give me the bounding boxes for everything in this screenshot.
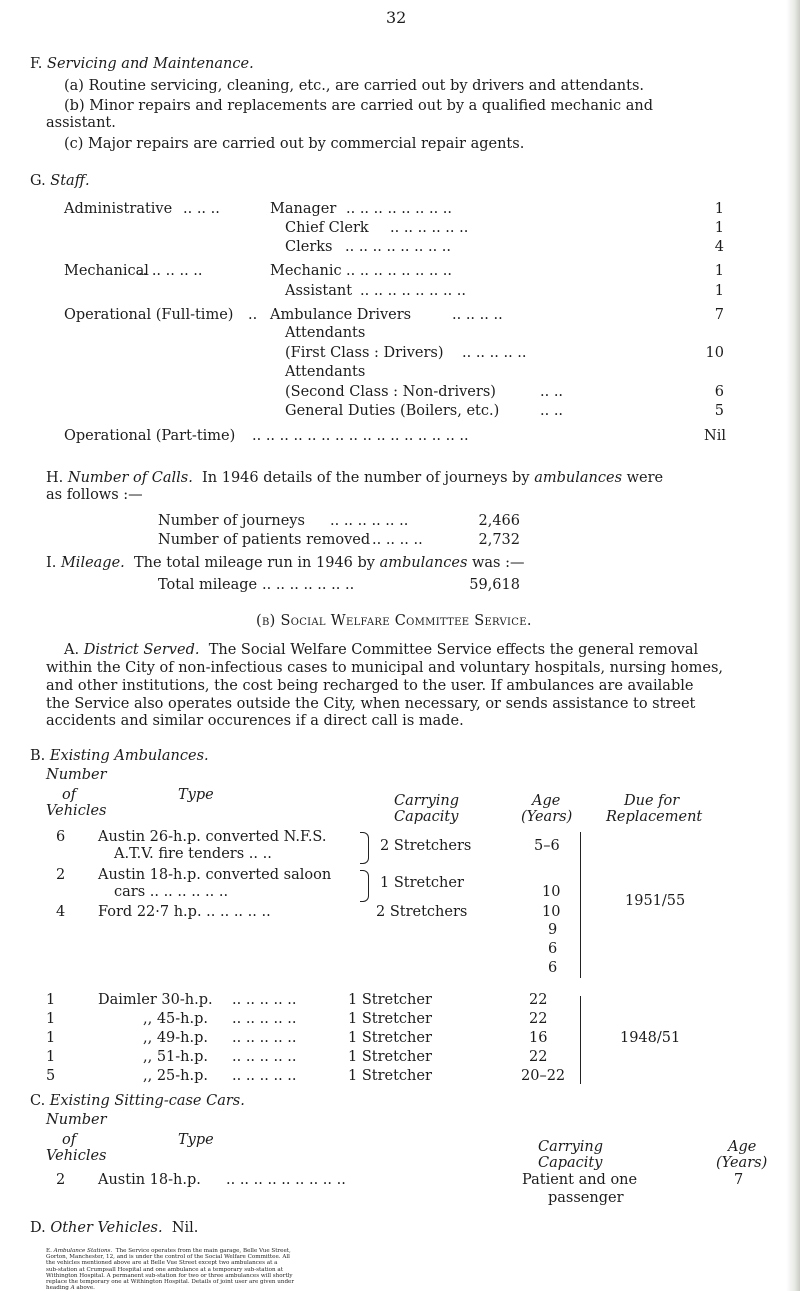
veh-num: 1 xyxy=(46,1030,56,1046)
journeys-label: Number of journeys xyxy=(158,513,305,529)
veh-age: 6 xyxy=(548,941,558,957)
page-number: 32 xyxy=(386,8,407,27)
veh-age: 10 xyxy=(542,884,561,900)
veh-num: 4 xyxy=(56,904,66,920)
c-hdr-number: Number xyxy=(46,1112,107,1128)
veh-type-cont: A.T.V. fire tenders .. .. xyxy=(114,846,272,862)
staff-count: 1 xyxy=(714,263,724,279)
hdr-due-1: Due for xyxy=(624,793,680,809)
c-hdr-carrying-2: Capacity xyxy=(538,1155,603,1171)
journeys-value: 2,466 xyxy=(478,513,520,529)
c-hdr-age-2: (Years) xyxy=(716,1155,768,1171)
section-f-heading: F. Servicing and Maintenance. xyxy=(30,56,254,72)
section-g-heading: G. Staff. xyxy=(30,173,90,189)
c-veh-num: 2 xyxy=(56,1172,66,1188)
veh-type: ,, 49-h.p. xyxy=(143,1030,209,1046)
staff-category: Administrative xyxy=(64,201,173,217)
staff-category: Operational (Part-time) xyxy=(64,428,236,444)
staff-post: (First Class : Drivers) xyxy=(285,345,444,361)
staff-count: 4 xyxy=(714,239,724,255)
veh-type: ,, 45-h.p. xyxy=(143,1011,209,1027)
staff-post: General Duties (Boilers, etc.) xyxy=(285,403,500,419)
stations-line-6: replace the temporary one at Withington Hospital. Details of joint user are given under xyxy=(46,1279,295,1285)
hdr-age-2: (Years) xyxy=(521,809,573,825)
staff-post: Manager xyxy=(270,201,337,217)
staff-post: Mechanic xyxy=(270,263,342,279)
hdr-age-1: Age xyxy=(532,793,561,809)
staff-count: 1 xyxy=(714,283,724,299)
staff-count: 5 xyxy=(714,403,724,419)
stations-line-3: the vehicles mentioned above are at Belle Vue Street except two ambulances at a xyxy=(46,1260,278,1267)
stations-line-2: Gorton, Manchester, 12, and is under the control of the Social Welfare Committee. All xyxy=(46,1254,290,1261)
staff-count: Nil xyxy=(704,428,726,444)
stations-line-7: heading A above. xyxy=(46,1285,95,1291)
section-d: D. Other Vehicles. Nil. xyxy=(30,1220,199,1236)
page: 32 F. Servicing and Maintenance. (a) Routine servicing, cleaning, etc., are carried out by drivers and attendants. (b) Minor repairs and replacements are carried out by a qualified mechanic and assistant. (c) Major repairs are carried out by commercial repair agents. G. Staff. Administrative .. .. .. Manager .. .. .. .. .. .. .. .. 1 Chief Clerk .. .. .. .. .. .. 1 Clerks .. .. .. .. .. .. .. .. 4 Mechanical .. .. .. .. .. Mechanic .. .. .. .. .. .. .. .. 1 Assistant .. .. .. .. .. .. .. .. 1 Operational (Full-time) .. Ambulance Drivers .. .. .. .. 7 Attendants (First Class : Drivers) .. .. .. .. .. 10 Attendants (Second Class : Non-drivers) .. .. 6 General Duties (Boilers, etc.) .. .. 5 Operational (Part-time) .. .. .. .. .. .. .. .. .. .. .. .. .. .. .. .. Nil H. Number of Calls. In 1946 details of the number of journeys by ambulances were as follows :— Number of journeys .. .. .. .. .. .. 2,466 Number of patients removed .. .. .. .. 2,732 I. Mileage. The total mileage run in 1946 by ambulances was :— Total mileage .. .. .. .. .. .. .. 59,618 (b) Social Welfare Committee Service. A. District Served. The Social Welfare Committee Service effects the general removal within the City of non-infectious cases to municipal and voluntary hospitals, nursing homes, and other institutions, the cost being recharged to the user. If ambulances are available the Service also operates outside the City, when necessary, or sends assistance to street accidents and similar occurences if a direct call is made. B. Existing Ambulances. Number of Vehicles Type Carrying Capacity Age (Years) Due for Replacement 6 Austin 26-h.p. converted N.F.S. A.T.V. fire tenders .. .. 2 Stretchers 5–6 2 Austin 18-h.p. converted saloon cars .. .. .. .. .. .. 1 Stretcher 10 4 Ford 22·7 h.p. .. .. .. .. .. 2 Stretchers 10 9 6 6 1951/55 1 Daimler 30-h.p. .. .. .. .. .. 1 Stretcher 22 1 ,, 45-h.p. .. .. .. .. .. 1 Stretcher 22 1 ,, 49-h.p. .. .. .. .. .. 1 Stretcher 16 1 ,, 51-h.p. .. .. .. .. .. 1 Stretcher 22 5 ,, 25-h.p. .. .. .. .. .. 1 Stretcher 20–22 1948/51 C. Existing Sitting-case Cars. Number of Vehicles Type Carrying Capacity Age (Years) 2 Austin 18-h.p. .. .. .. .. .. .. .. .. .. Patient and one passenger 7 D. Other Vehicles. Nil. E. Ambulance Stations. The Service operates from the main garage, Belle Vue Street, Gorton, Manchester, 12, and is under the control of the Social Welfare Committee. All the vehicles mentioned above are at Belle Vue Street except two ambulances at a sub-station at Crumpsall Hospital and one ambulance at a temporary sub-station at Withington Hospital. A permanent sub-station for two or three ambulances will shortly replace the temporary one at Withington Hospital. Details of joint user are given under heading A above. xyxy=(0,0,800,1291)
veh-type: Daimler 30-h.p. xyxy=(98,992,213,1008)
veh-num: 2 xyxy=(56,867,66,883)
veh-capacity: 1 Stretcher xyxy=(348,1049,432,1065)
veh-num: 1 xyxy=(46,1011,56,1027)
stations-line-5: Withington Hospital. A permanent sub-station for two or three ambulances will shortly xyxy=(46,1272,293,1279)
veh-age: 22 xyxy=(529,992,548,1008)
district-line-1: A. District Served. The Social Welfare Committee Service effects the general removal xyxy=(64,642,699,658)
stations-line-1: E. Ambulance Stations. The Service operates from the main garage, Belle Vue Street, xyxy=(46,1248,291,1254)
veh-age: 20–22 xyxy=(521,1068,566,1084)
hdr-number: Number xyxy=(46,767,107,783)
veh-num: 5 xyxy=(46,1068,56,1084)
veh-type: Ford 22·7 h.p. .. .. .. .. .. xyxy=(98,904,271,920)
hdr-type: Type xyxy=(178,787,214,803)
veh-age: 5–6 xyxy=(534,838,560,854)
patients-label: Number of patients removed xyxy=(158,532,371,548)
hdr-of: of xyxy=(62,787,77,803)
district-line-4: the Service also operates outside the City, when necessary, or sends assistance to street xyxy=(46,696,696,712)
veh-capacity: 2 Stretchers xyxy=(376,904,468,920)
hdr-carrying-2: Capacity xyxy=(394,809,459,825)
page-edge-shadow xyxy=(786,0,800,1291)
hdr-carrying-1: Carrying xyxy=(394,793,460,809)
f-item-a: (a) Routine servicing, cleaning, etc., are carried out by drivers and attendants. xyxy=(64,78,645,94)
veh-num: 1 xyxy=(46,992,56,1008)
veh-capacity: 1 Stretcher xyxy=(348,1068,432,1084)
district-line-2: within the City of non-infectious cases to municipal and voluntary hospitals, nursing homes, xyxy=(46,660,724,676)
veh-age: 22 xyxy=(529,1011,548,1027)
section-h-text-cont: as follows :— xyxy=(46,487,143,503)
veh-age: 16 xyxy=(529,1030,548,1046)
staff-post: Attendants xyxy=(285,364,366,380)
mileage-label: Total mileage xyxy=(158,577,258,593)
c-veh-type: Austin 18-h.p. xyxy=(98,1172,201,1188)
section-h-text: H. Number of Calls. In 1946 details of the number of journeys by ambulances were xyxy=(46,470,664,486)
group-1-due: 1951/55 xyxy=(625,893,686,909)
c-veh-capacity-cont: passenger xyxy=(548,1190,624,1206)
c-hdr-age-1: Age xyxy=(728,1139,757,1155)
c-hdr-of: of xyxy=(62,1132,77,1148)
c-hdr-carrying-1: Carrying xyxy=(538,1139,604,1155)
hdr-due-2: Replacement xyxy=(606,809,703,825)
c-veh-capacity: Patient and one xyxy=(522,1172,638,1188)
section-b-heading: B. Existing Ambulances. xyxy=(30,748,209,764)
f-item-c: (c) Major repairs are carried out by commercial repair agents. xyxy=(64,136,525,152)
group-2-due: 1948/51 xyxy=(620,1030,681,1046)
veh-type: ,, 25-h.p. xyxy=(143,1068,209,1084)
district-line-5: accidents and similar occurences if a direct call is made. xyxy=(46,713,464,729)
veh-type-cont: cars .. .. .. .. .. .. xyxy=(114,884,229,900)
staff-count: 1 xyxy=(714,201,724,217)
staff-post: Attendants xyxy=(285,325,366,341)
staff-post: Chief Clerk xyxy=(285,220,369,236)
veh-capacity: 1 Stretcher xyxy=(348,1030,432,1046)
veh-num: 6 xyxy=(56,829,66,845)
section-b-title: (b) Social Welfare Committee Service. xyxy=(256,613,532,629)
veh-capacity: 1 Stretcher xyxy=(348,1011,432,1027)
mileage-value: 59,618 xyxy=(469,577,520,593)
staff-post: Clerks xyxy=(285,239,333,255)
veh-capacity: 1 Stretcher xyxy=(348,992,432,1008)
c-veh-age: 7 xyxy=(734,1172,744,1188)
staff-post: Assistant xyxy=(285,283,353,299)
veh-num: 1 xyxy=(46,1049,56,1065)
veh-age: 22 xyxy=(529,1049,548,1065)
veh-age: 10 xyxy=(542,904,561,920)
veh-type: ,, 51-h.p. xyxy=(143,1049,209,1065)
veh-type: Austin 26-h.p. converted N.F.S. xyxy=(98,829,327,845)
staff-post: Ambulance Drivers xyxy=(270,307,412,323)
staff-post: (Second Class : Non-drivers) xyxy=(285,384,496,400)
district-line-3: and other institutions, the cost being recharged to the user. If ambulances are available xyxy=(46,678,694,694)
stations-line-4: sub-station at Crumpsall Hospital and one ambulance at a temporary sub-station at xyxy=(46,1266,283,1273)
veh-age: 6 xyxy=(548,960,558,976)
section-c-heading: C. Existing Sitting-case Cars. xyxy=(30,1093,245,1109)
f-item-b: (b) Minor repairs and replacements are carried out by a qualified mechanic and xyxy=(64,98,653,114)
veh-capacity: 2 Stretchers xyxy=(380,838,472,854)
c-hdr-vehicles: Vehicles xyxy=(46,1148,107,1164)
c-hdr-type: Type xyxy=(178,1132,214,1148)
staff-category: Operational (Full-time) xyxy=(64,307,234,323)
veh-type: Austin 18-h.p. converted saloon xyxy=(98,867,332,883)
section-i-text: I. Mileage. The total mileage run in 1946 by ambulances was :— xyxy=(46,555,525,571)
hdr-vehicles: Vehicles xyxy=(46,803,107,819)
staff-count: 10 xyxy=(705,345,724,361)
staff-count: 6 xyxy=(714,384,724,400)
staff-count: 7 xyxy=(714,307,724,323)
staff-category: Mechanical xyxy=(64,263,149,279)
staff-count: 1 xyxy=(714,220,724,236)
veh-capacity: 1 Stretcher xyxy=(380,875,464,891)
f-item-b-cont: assistant. xyxy=(46,115,116,131)
veh-age: 9 xyxy=(548,922,558,938)
patients-value: 2,732 xyxy=(478,532,520,548)
